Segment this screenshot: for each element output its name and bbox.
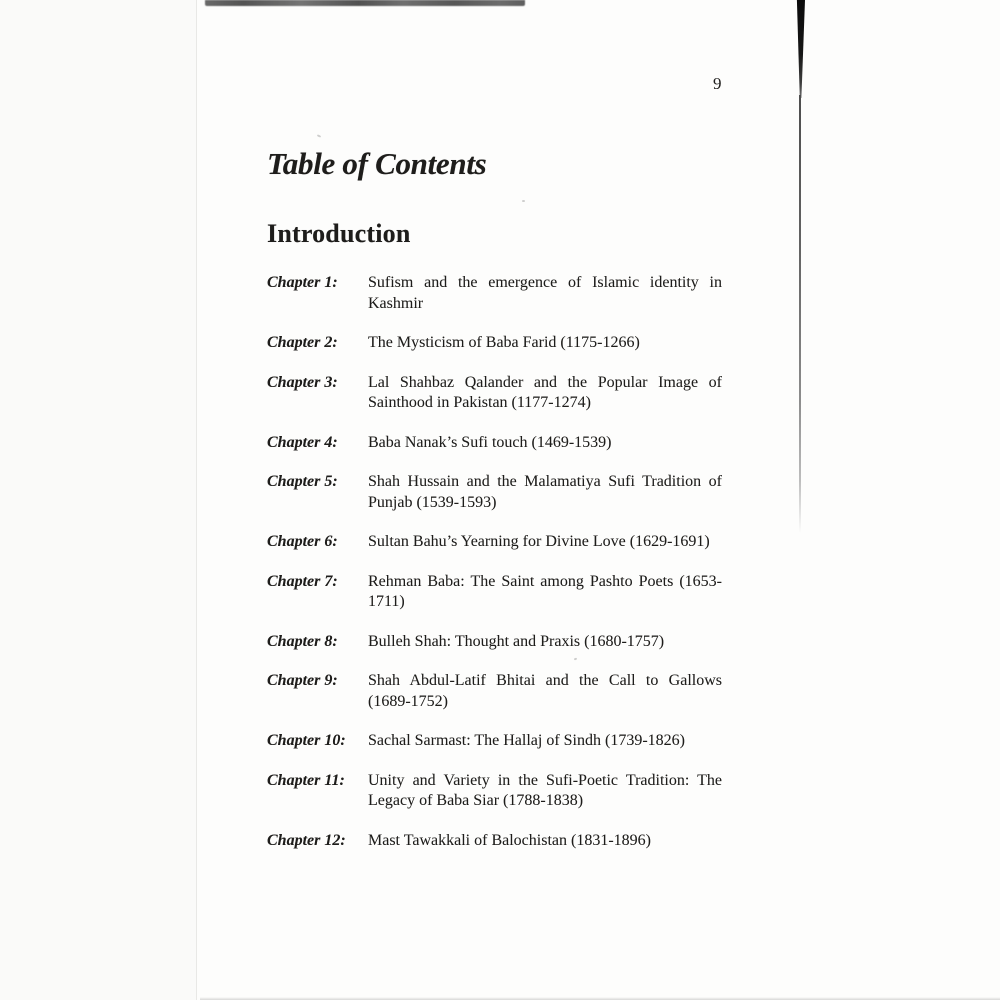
- chapter-label: Chapter 9:: [267, 672, 338, 689]
- chapter-title: Sufism and the emergence of Islamic identity in Kashmir: [368, 274, 722, 312]
- chapter-label: Chapter 5:: [267, 473, 338, 490]
- chapter-label: Chapter 8:: [267, 632, 338, 650]
- chapter-title: Bulleh Shah: Thought and Praxis (1680-1757): [368, 632, 665, 650]
- toc-entry: [267, 831, 722, 852]
- chapter-label: Chapter 10:: [267, 732, 346, 749]
- toc-entry: [267, 333, 722, 354]
- chapter-title: Shah Hussain and the Malamatiya Sufi Tradition of Punjab (1539-1593): [368, 473, 722, 511]
- toc-entry: [267, 433, 722, 454]
- chapter-title: Lal Shahbaz Qalander and the Popular Image of Sainthood in Pakistan (1177-1274): [368, 373, 722, 411]
- chapter-label: Chapter 3:: [267, 373, 338, 391]
- toc-entry: [267, 373, 722, 414]
- chapter-label: Chapter 11:: [267, 771, 345, 789]
- chapter-title: Sachal Sarmast: The Hallaj of Sindh (1739-1826): [368, 732, 685, 749]
- page-left-edge: [0, 0, 197, 1000]
- toc-entry: [267, 671, 722, 712]
- toc-list: [267, 273, 722, 870]
- page-right-edge-line: [799, 95, 801, 533]
- toc-entry: [267, 731, 722, 752]
- page-content: [267, 0, 722, 1000]
- chapter-label: Chapter 7:: [267, 572, 338, 590]
- chapter-label: Chapter 2:: [267, 334, 338, 351]
- chapter-label: Chapter 6:: [267, 533, 338, 550]
- toc-entry: [267, 771, 722, 812]
- toc-entry: [267, 572, 722, 613]
- chapter-title: Shah Abdul-Latif Bhitai and the Call to Gallows (1689-1752): [368, 672, 722, 710]
- chapter-title: Baba Nanak’s Sufi touch (1469-1539): [368, 433, 612, 451]
- chapter-label: Chapter 12:: [267, 831, 346, 849]
- page-right-edge-shadow: [796, 0, 805, 98]
- chapter-label: Chapter 4:: [267, 433, 338, 451]
- page-number: 9: [713, 74, 722, 93]
- chapter-title: The Mysticism of Baba Farid (1175-1266): [368, 334, 640, 351]
- toc-entry: [267, 273, 722, 314]
- chapter-title: Unity and Variety in the Sufi-Poetic Tradition: The Legacy of Baba Siar (1788-1838): [368, 771, 722, 809]
- toc-entry: [267, 532, 722, 553]
- section-heading-introduction: Introduction: [267, 219, 411, 248]
- chapter-title: Sultan Bahu’s Yearning for Divine Love (1629-1691): [368, 533, 710, 550]
- chapter-title: Mast Tawakkali of Balochistan (1831-1896): [368, 831, 651, 849]
- toc-entry: [267, 472, 722, 513]
- chapter-label: Chapter 1:: [267, 274, 338, 291]
- page-title: Table of Contents: [267, 146, 487, 181]
- chapter-title: Rehman Baba: The Saint among Pashto Poets (1653-1711): [368, 572, 722, 610]
- toc-entry: [267, 632, 722, 653]
